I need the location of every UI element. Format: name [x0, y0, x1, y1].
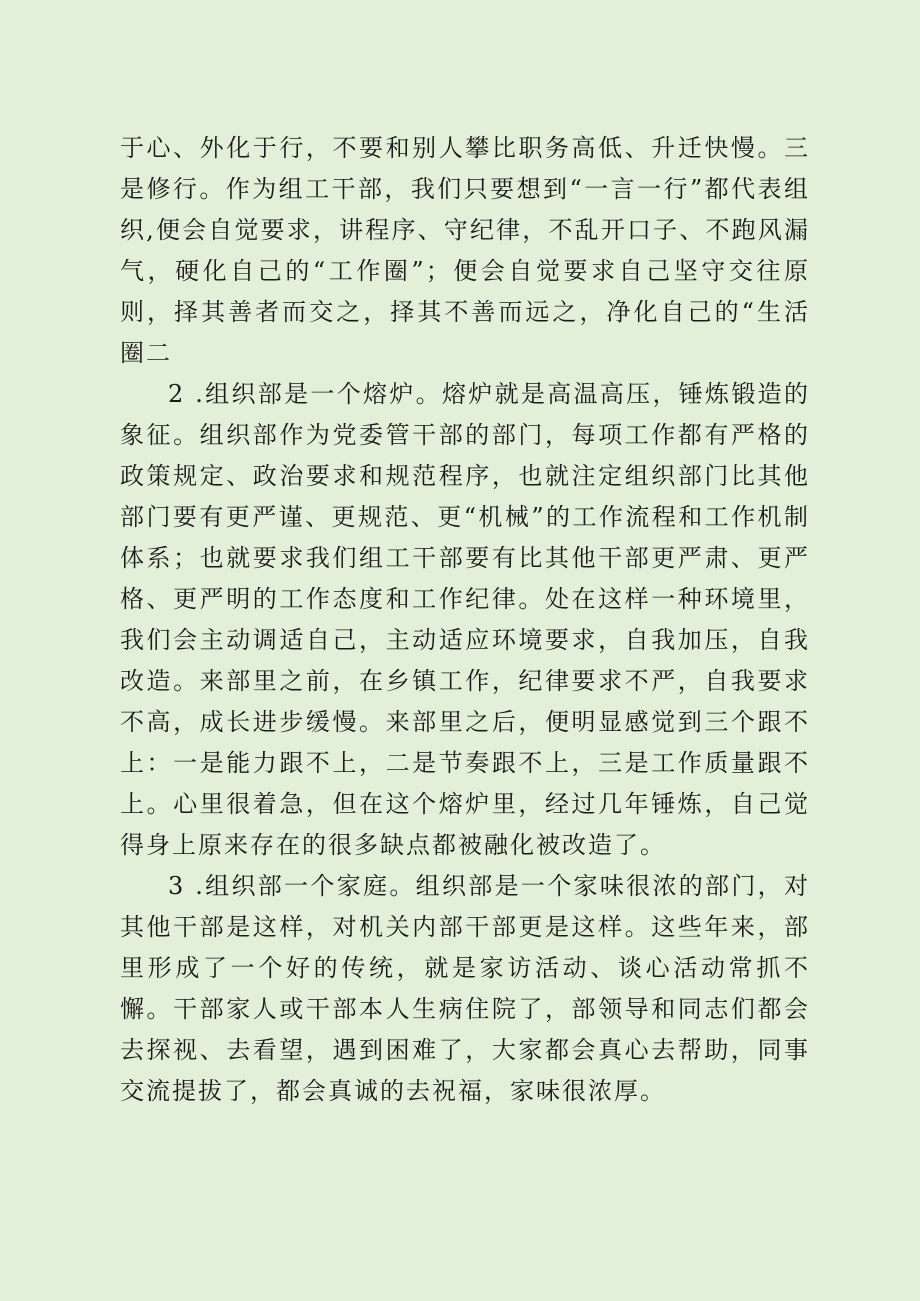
paragraph-section-2-furnace: 2 .组织部是一个熔炉。熔炉就是高温高压，锤炼锻造的象征。组织部作为党委管干部的部门，每项工作都有严格的政策规定、政治要求和规范程序，也就注定组织部门比其他部门要有更严谨、更规范、更“机械”的工作流程和工作机制体系；也就要求我们组工干部要有比其他干部更严肃、更严格、更严明的工作态度和工作纪律。处在这样一种环境里，我们会主动调适自己，主动适应环境要求，自我加压，自我改造。来部里之前，在乡镇工作，纪律要求不严，自我要求不高，成长进步缓慢。来部里之后，便明显感觉到三个跟不上：一是能力跟不上，二是节奏跟不上，三是工作质量跟不上。心里很着急，但在这个熔炉里，经过几年锤炼，自己觉得身上原来存在的很多缺点都被融化被改造了。 [120, 380, 810, 859]
paragraph-section-3-family: 3 .组织部一个家庭。组织部是一个家味很浓的部门，对其他干部是这样，对机关内部干部更是这样。这些年来，部里形成了一个好的传统，就是家访活动、谈心活动常抓不懈。干部家人或干部本人生病住院了，部领导和同志们都会去探视、去看望，遇到困难了，大家都会真心去帮助，同事交流提拔了，都会真诚的去祝福，家味很浓厚。 [120, 872, 810, 1105]
document-page [120, 128, 810, 1112]
paragraph-continuation: 于心、外化于行，不要和别人攀比职务高低、升迁快慢。三是修行。作为组工干部，我们只要想到“一言一行”都代表组织,便会自觉要求，讲程序、守纪律，不乱开口子、不跑风漏气，硬化自己的“工作圈”；便会自觉要求自己坚守交往原则，择其善者而交之，择其不善而远之，净化自己的“生活圈二 [120, 134, 810, 367]
